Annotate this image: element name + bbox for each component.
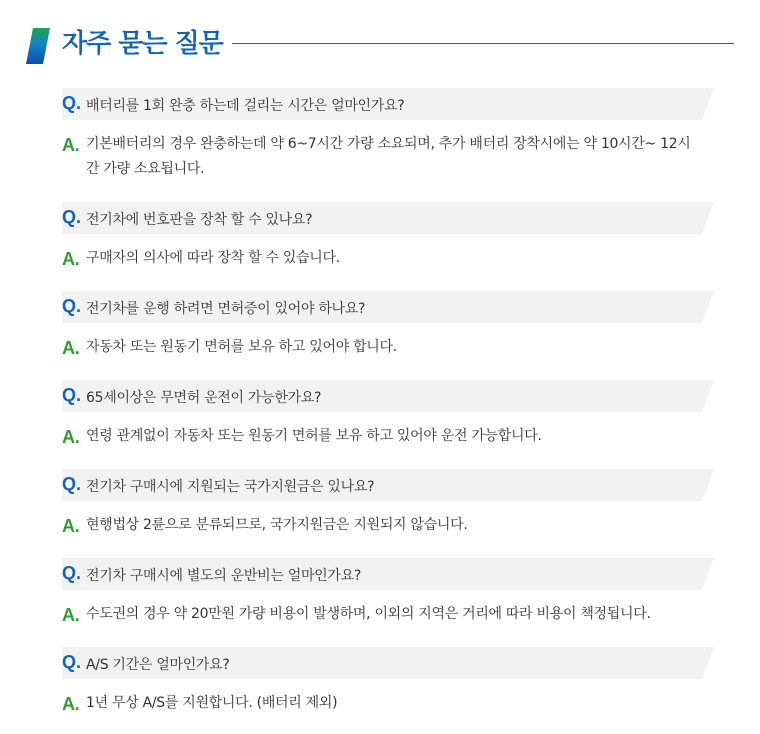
faq-question bbox=[62, 88, 714, 120]
faq-item bbox=[26, 291, 734, 360]
answer-text: 구매자의 의사에 따라 장착 할 수 있습니다. bbox=[86, 250, 340, 266]
answer-mark-label: A. bbox=[62, 516, 80, 536]
question-mark-label: Q. bbox=[62, 652, 82, 672]
faq-question bbox=[62, 291, 714, 323]
question-mark-label: Q. bbox=[62, 296, 82, 316]
answer-text: 기본배터리의 경우 완충하는데 약 6~7시간 가량 소요되며, 추가 배터리 장착시에는 약 10시간~ 12시간 가량 소요됩니다. bbox=[86, 136, 691, 177]
faq-answer bbox=[62, 590, 734, 627]
answer-mark-label: A. bbox=[62, 427, 80, 447]
faq-question bbox=[62, 647, 714, 679]
answer-mark-label: A. bbox=[62, 605, 80, 625]
faq-list bbox=[26, 88, 734, 716]
answer-mark-label: A. bbox=[62, 135, 80, 155]
question-text: A/S 기간은 얼마인가요? bbox=[86, 657, 230, 673]
faq-answer bbox=[62, 323, 734, 360]
page-title: 자주 묻는 질문 bbox=[62, 29, 223, 59]
faq-item bbox=[26, 88, 734, 182]
faq-item bbox=[26, 647, 734, 716]
answer-mark-label: A. bbox=[62, 338, 80, 358]
question-text: 65세이상은 무면허 운전이 가능한가요? bbox=[86, 390, 322, 406]
section-header bbox=[26, 24, 734, 64]
faq-question bbox=[62, 469, 714, 501]
question-text: 전기차에 번호판을 장착 할 수 있나요? bbox=[86, 212, 313, 228]
faq-answer bbox=[62, 501, 734, 538]
question-text: 전기차를 운행 하려면 면허증이 있어야 하나요? bbox=[86, 301, 366, 317]
faq-question bbox=[62, 202, 714, 234]
faq-answer bbox=[62, 412, 734, 449]
faq-item bbox=[26, 469, 734, 538]
answer-mark-label: A. bbox=[62, 694, 80, 714]
answer-text: 수도권의 경우 약 20만원 가량 비용이 발생하며, 이외의 지역은 거리에 따라 비용이 책정됩니다. bbox=[86, 606, 651, 622]
question-text: 전기차 구매시에 지원되는 국가지원금은 있나요? bbox=[86, 479, 375, 495]
faq-question bbox=[62, 558, 714, 590]
answer-mark-label: A. bbox=[62, 249, 80, 269]
answer-text: 자동차 또는 원동기 면허를 보유 하고 있어야 합니다. bbox=[86, 339, 397, 355]
answer-text: 연령 관계없이 자동차 또는 원동기 면허를 보유 하고 있어야 운전 가능합니다. bbox=[86, 428, 542, 444]
question-mark-label: Q. bbox=[62, 474, 82, 494]
question-mark-label: Q. bbox=[62, 93, 82, 113]
faq-answer bbox=[62, 234, 734, 271]
question-mark-label: Q. bbox=[62, 563, 82, 583]
faq-answer bbox=[62, 120, 734, 182]
question-mark-label: Q. bbox=[62, 207, 82, 227]
question-text: 전기차 구매시에 별도의 운반비는 얼마인가요? bbox=[86, 568, 361, 584]
faq-item bbox=[26, 202, 734, 271]
question-mark-label: Q. bbox=[62, 385, 82, 405]
faq-question bbox=[62, 380, 714, 412]
faq-item bbox=[26, 558, 734, 627]
answer-text: 1년 무상 A/S를 지원합니다. (배터리 제외) bbox=[86, 695, 338, 711]
faq-answer bbox=[62, 679, 734, 716]
faq-item bbox=[26, 380, 734, 449]
answer-text: 현행법상 2륜으로 분류되므로, 국가지원금은 지원되지 않습니다. bbox=[86, 517, 468, 533]
title-divider bbox=[232, 43, 734, 44]
question-text: 배터리를 1회 완충 하는데 걸리는 시간은 얼마인가요? bbox=[86, 98, 405, 114]
